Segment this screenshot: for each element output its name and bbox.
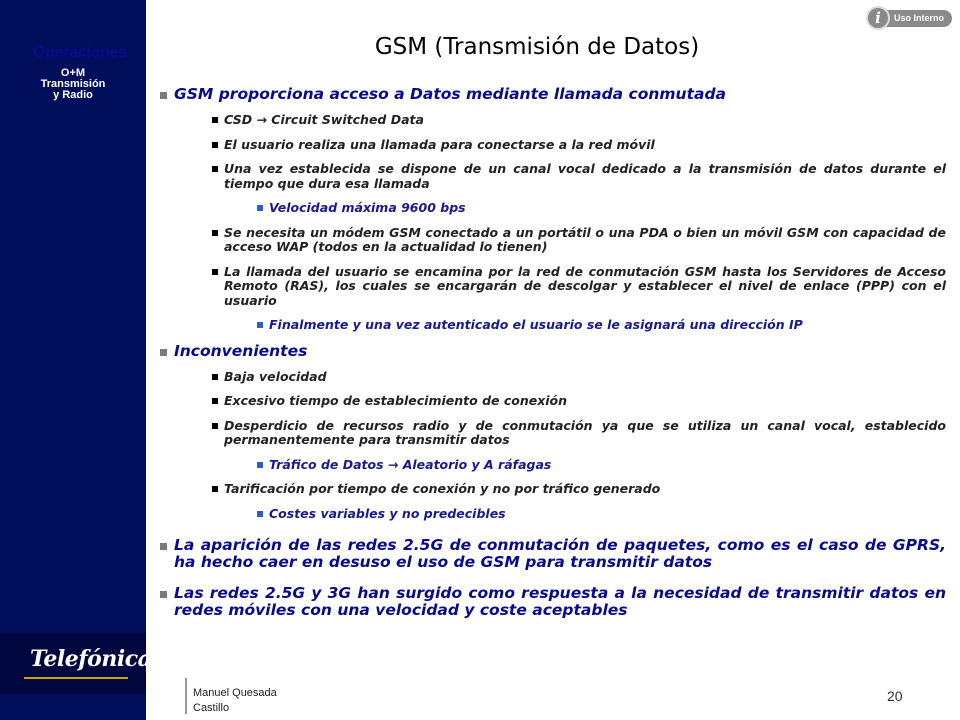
bullet-square-icon (212, 269, 218, 275)
bullet-item-level-1 (160, 537, 946, 571)
logo-underline (24, 677, 128, 679)
bullet-text: Desperdicio de recursos radio y de conmutación ya que se utiliza un canal vocal, establecido permanentemente para transmitir datos (224, 417, 946, 447)
bullet-square-icon (160, 543, 167, 550)
info-icon: i (866, 6, 890, 30)
bullet-square-icon (257, 462, 263, 468)
bullet-item-level-1 (160, 585, 946, 619)
bullet-item-level-2 (212, 394, 946, 409)
bullet-text: Costes variables y no predecibles (269, 505, 506, 521)
bullet-text: Excesivo tiempo de establecimiento de conexión (224, 393, 568, 408)
bullet-item-level-2 (212, 482, 946, 497)
bullet-text: La aparición de las redes 2.5G de conmutación de paquetes, como es el caso de GPRS, ha hecho caer en desuso el uso de GSM para transmitir datos (174, 536, 946, 571)
bullet-square-icon (212, 398, 218, 404)
bullet-text: GSM proporciona acceso a Datos mediante llamada conmutada (174, 85, 727, 103)
page-number: 20 (887, 688, 903, 704)
department-label (0, 44, 146, 101)
bullet-item-level-1 (160, 86, 946, 103)
bullet-text: Una vez establecida se dispone de un canal vocal dedicado a la transmisión de datos durante el tiempo que dura esa llamada (224, 161, 946, 191)
bullet-text: Tarificación por tiempo de conexión y no por tráfico generado (224, 481, 661, 496)
bullet-text: La llamada del usuario se encamina por la red de conmutación GSM hasta los Servidores de Acceso Remoto (RAS), los cuales se encargarán de descolgar y establecer el nivel de enlace (PPP) con el usuario (224, 263, 946, 308)
bullet-square-icon (257, 322, 263, 328)
slide-title: GSM (Transmisión de Datos) (374, 34, 700, 60)
footer-divider (185, 678, 187, 714)
telefonica-logo: Telefónica (30, 646, 152, 672)
bullet-item-level-2 (212, 138, 946, 153)
bullet-text: Las redes 2.5G y 3G han surgido como respuesta a la necesidad de transmitir datos en redes móviles con una velocidad y coste aceptables (174, 584, 946, 619)
bullet-item-level-2 (212, 370, 946, 385)
author-line-1: Manuel Quesada (193, 687, 277, 699)
badge-label: Uso Interno (880, 10, 952, 27)
area-line-3: Transmisión (40, 78, 106, 90)
area-line-2: O+M (60, 67, 86, 79)
bullet-square-icon (212, 142, 218, 148)
bullet-text: Inconvenientes (174, 341, 308, 360)
author-name (193, 686, 313, 716)
bullet-item-level-2 (212, 419, 946, 448)
area-line-1: Operaciones (33, 44, 127, 61)
area-line-4: y Radio (53, 89, 93, 101)
bullet-text: Baja velocidad (224, 368, 327, 384)
bullet-text: Finalmente y una vez autenticado el usuario se le asignará una dirección IP (269, 317, 803, 332)
bullet-square-icon (212, 374, 218, 380)
uso-interno-badge (866, 6, 952, 30)
slide-content (160, 76, 946, 619)
bullet-text: Velocidad máxima 9600 bps (269, 200, 466, 215)
bullet-text: El usuario realiza una llamada para conectarse a la red móvil (224, 136, 655, 152)
bullet-square-icon (160, 591, 167, 598)
bullet-item-level-3 (257, 201, 946, 216)
sidebar (0, 0, 152, 720)
bullet-item-level-2 (212, 226, 946, 255)
bullet-text: CSD → Circuit Switched Data (224, 112, 424, 127)
bullet-text: Se necesita un módem GSM conectado a un portátil o una PDA o bien un móvil GSM con capacidad de acceso WAP (todos en la actualidad lo tienen) (224, 224, 946, 254)
bullet-square-icon (257, 205, 263, 211)
bullet-square-icon (160, 92, 167, 99)
author-line-2: Castillo (193, 702, 230, 714)
bullet-item-level-2 (212, 162, 946, 191)
bullet-item-level-1 (160, 343, 946, 360)
bullet-item-level-2 (212, 113, 946, 128)
bullet-item-level-2 (212, 265, 946, 309)
bullet-square-icon (212, 230, 218, 236)
bullet-square-icon (212, 486, 218, 492)
bullet-square-icon (257, 511, 263, 517)
bullet-square-icon (160, 349, 167, 356)
bullet-text: Tráfico de Datos → Aleatorio y A ráfagas (269, 456, 552, 472)
bullet-square-icon (212, 117, 218, 123)
bullet-item-level-3 (257, 318, 946, 333)
bullet-square-icon (212, 166, 218, 172)
bullet-square-icon (212, 423, 218, 429)
bullet-item-level-3 (257, 458, 946, 473)
bullet-item-level-3 (257, 507, 946, 522)
